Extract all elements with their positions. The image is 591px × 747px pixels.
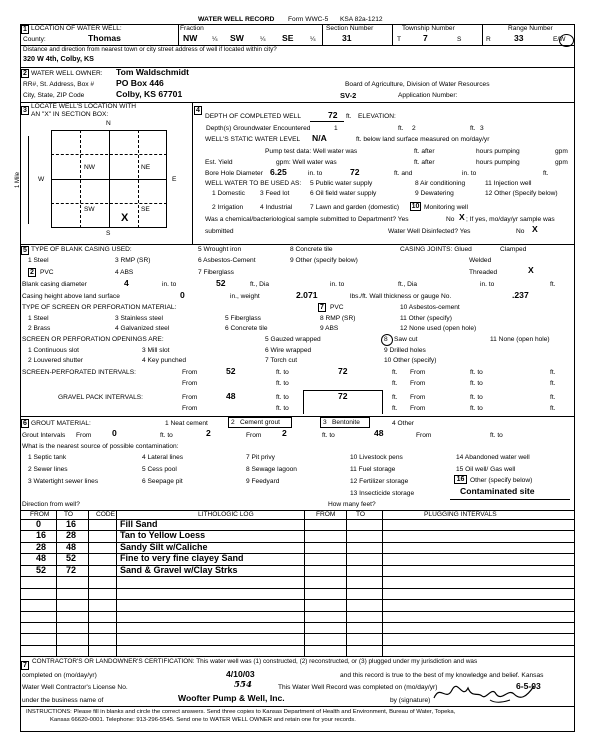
gauge-value: .237: [512, 290, 529, 300]
screen-from-value: 52: [226, 366, 236, 376]
contam-option: 4 Lateral lines: [142, 454, 184, 461]
ft-to-text: ft. to: [470, 405, 483, 412]
from-text: From: [182, 394, 198, 401]
screen-option: 4 Galvanized steel: [115, 325, 170, 332]
casing-option: 1 Steel: [28, 257, 49, 264]
depth-label: DEPTH OF COMPLETED WELL: [205, 113, 301, 120]
casing-type-label: TYPE OF BLANK CASING USED:: [31, 246, 132, 253]
ft-to-text: ft. to: [276, 405, 289, 412]
quarter-mark: ¼: [260, 36, 266, 43]
casing-option: 5 Wrought iron: [198, 246, 242, 253]
grout-material-label: GROUT MATERIAL:: [31, 420, 91, 427]
disinfected-label: Water Well Disinfected? Yes: [388, 228, 471, 235]
log-from: 16: [36, 530, 47, 541]
screen-to-value: 72: [338, 366, 348, 376]
opening-option: 10 Other (specify): [384, 357, 437, 364]
screen-option: 6 Concrete tile: [225, 325, 268, 332]
hours-pumping-text: hours pumping: [476, 148, 520, 155]
opening-option: 7 Torch cut: [265, 357, 298, 364]
contam-option: 13 Insecticide storage: [350, 490, 415, 497]
quarter-mark: ¼: [310, 36, 316, 43]
threaded-x: X: [528, 265, 534, 275]
submitted-text: submitted: [205, 228, 234, 235]
opening-selected-8: 8: [384, 336, 388, 343]
casing-option: 9 Other (specify below): [290, 257, 358, 264]
from-text: From: [182, 405, 198, 412]
chem-sample-label: Was a chemical/bacteriological sample submitted to Department? Yes: [205, 216, 409, 223]
use-option: 5 Public water supply: [310, 180, 373, 187]
grid-south: S: [106, 230, 111, 237]
opening-option: 6 Wire wrapped: [265, 347, 312, 354]
section-6-number: 6: [21, 419, 29, 428]
ft-and-text: ft. and: [394, 170, 413, 177]
casing-option: 7 Fiberglass: [198, 269, 234, 276]
screen-option: 3 Stainless steel: [115, 315, 164, 322]
instructions-line-1: INSTRUCTIONS: Please fill in blanks and circle the correct answers. Send three copies to Kansas Department of Health and Environment, Bureau of Water, Topeka,: [26, 709, 456, 715]
screen-option: 12 None used (open hole): [400, 325, 477, 332]
from-text: From: [416, 432, 432, 439]
opening-option-saw-cut: Saw cut: [394, 336, 418, 343]
business-value: Woofter Pump & Well, Inc.: [178, 693, 285, 703]
log-description: Sand & Gravel w/Clay Strks: [120, 564, 238, 575]
opening-option: 3 Mill slot: [142, 347, 170, 354]
groundwater-3: 3: [480, 125, 484, 132]
township-label: Township Number: [402, 25, 455, 32]
quarter-mark: ¼: [212, 36, 218, 43]
log-row: [20, 645, 575, 656]
ft-to-text: ft. to: [470, 380, 483, 387]
casing-joints-label: CASING JOINTS: Glued: [400, 246, 472, 253]
screen-option: 2 Brass: [28, 325, 51, 332]
mile-scale-label: 1 Mile: [15, 171, 22, 189]
contam-option: 2 Sewer lines: [28, 466, 68, 473]
township-t: T: [397, 36, 402, 43]
grout-to-2: 48: [374, 428, 384, 438]
log-to: 52: [66, 553, 77, 564]
ft-text: ft.: [346, 113, 352, 120]
screen-option: 9 ABS: [320, 325, 339, 332]
contam-option: 11 Fuel storage: [350, 466, 396, 473]
owner-value: Tom Waldschmidt: [116, 67, 190, 77]
ft-text: ft.: [392, 369, 398, 376]
from-text: From: [410, 394, 426, 401]
log-row: [20, 519, 575, 530]
certification-text: CONTRACTOR'S OR LANDOWNER'S CERTIFICATION: This water well was (1) constructed, (2) reconstructed, or (3) plugged under my jurisdiction and was: [32, 658, 478, 665]
owner-label: WATER WELL OWNER:: [31, 70, 103, 77]
gpm-text: gpm: [555, 159, 568, 166]
log-description: Fill Sand: [120, 519, 158, 529]
log-header-plugging: PLUGGING INTERVALS: [424, 511, 497, 518]
yield-label: Est. Yield: [205, 159, 233, 166]
from-text: From: [76, 432, 92, 439]
ft-text: ft.: [543, 170, 549, 177]
ft-dia-text: ft., Dia: [398, 281, 418, 288]
use-label: WELL WATER TO BE USED AS:: [205, 180, 302, 187]
contam-option: 3 Watertight sewer lines: [28, 478, 99, 485]
gravel-pack-label: GRAVEL PACK INTERVALS:: [58, 394, 144, 401]
screen-option: 10 Asbestos-cement: [400, 304, 460, 311]
range-value: 33: [514, 33, 524, 43]
grid-ne-label: NE: [141, 164, 151, 171]
log-header-lithologic: LITHOLOGIC LOG: [198, 511, 254, 518]
application-number-label: Application Number:: [398, 92, 458, 99]
from-text: From: [410, 405, 426, 412]
use-option: 2 Irrigation: [212, 204, 244, 211]
ft-text: ft.: [392, 394, 398, 401]
business-label: under the business name of: [22, 697, 104, 704]
log-row: [20, 576, 575, 587]
no-text: No: [446, 216, 455, 223]
log-from: 28: [36, 541, 47, 552]
bore-to-value: 72: [350, 167, 360, 177]
blank-diameter-value: 4: [124, 278, 129, 288]
use-option: 7 Lawn and garden (domestic): [310, 204, 400, 211]
gpm-text: gpm: [555, 148, 568, 155]
after-text: ft. after: [414, 159, 435, 166]
in-to-text: in. to: [480, 281, 495, 288]
grout-from-2: 2: [282, 428, 287, 438]
log-header-plug-from: FROM: [316, 511, 336, 518]
grid-nw-label: NW: [84, 164, 95, 171]
casing-height-label: Casing height above land surface: [22, 293, 120, 300]
screen-intervals-label: SCREEN-PERFORATED INTERVALS:: [22, 369, 136, 376]
casing-option: 4 ABS: [115, 269, 134, 276]
fraction-3: SE: [282, 33, 294, 43]
log-row: [20, 622, 575, 633]
use-option: 6 Oil field water supply: [310, 190, 377, 197]
grid-west: W: [38, 176, 45, 183]
contam-other-text: Other (specify below): [470, 477, 533, 484]
ft-to-text: ft. to: [490, 432, 503, 439]
log-header-plug-to: TO: [356, 511, 366, 518]
grout-bentonite-text: Bentonite: [332, 419, 360, 426]
board-label: Board of Agriculture, Division of Water Resources: [345, 81, 490, 88]
static-level-label: WELL'S STATIC WATER LEVEL: [205, 136, 301, 143]
opening-option: 11 None (open hole): [490, 336, 550, 343]
section-box-label-2: AN "X" IN SECTION BOX:: [31, 111, 109, 118]
grout-cement-text: Cement grout: [240, 419, 280, 426]
screen-pvc-text: PVC: [330, 304, 344, 311]
groundwater-2: 2: [412, 125, 416, 132]
contam-option: 15 Oil well/ Gas well: [456, 466, 516, 473]
use-option-monitoring: Monitoring well: [424, 204, 468, 211]
use-option: 3 Feed lot: [260, 190, 290, 197]
section-number-value: 31: [342, 33, 352, 43]
grid-north: N: [106, 120, 111, 127]
use-option: 1 Domestic: [212, 190, 245, 197]
license-value: 554: [234, 680, 252, 690]
casing-pvc-text: PVC: [40, 269, 54, 276]
grout-intervals-label: Grout Intervals: [22, 432, 66, 439]
ft-text: ft.: [550, 380, 556, 387]
ft-text: ft.: [550, 369, 556, 376]
screen-option: 5 Fiberglass: [225, 315, 261, 322]
ft-text: ft.: [398, 125, 404, 132]
bore-label: Bore Hole Diameter: [205, 170, 263, 177]
ft-text: ft.: [392, 405, 398, 412]
no-text: No: [516, 228, 525, 235]
ksa-number: KSA 82a-1212: [340, 16, 383, 23]
log-row: [20, 588, 575, 599]
section-box-label-1: LOCATE WELL'S LOCATION WITH: [31, 103, 137, 110]
hours-pumping-text: hours pumping: [476, 159, 520, 166]
distance-value: 320 W 4th, Colby, KS: [23, 54, 94, 63]
blank-to-value: 52: [216, 278, 226, 288]
true-text: and this record is true to the best of my knowledge and belief. Kansas: [340, 672, 544, 679]
log-to: 16: [66, 519, 77, 529]
completed-value: 4/10/03: [226, 669, 255, 679]
log-to: 28: [66, 530, 77, 541]
welded-text: Welded: [469, 257, 492, 264]
range-ew: E/W: [553, 36, 566, 43]
from-text: From: [246, 432, 262, 439]
casing-option: 6 Asbestos-Cement: [198, 257, 256, 264]
contam-option: 1 Septic tank: [28, 454, 67, 461]
record-completed-value: 6-5-03: [516, 681, 541, 691]
log-row: [20, 542, 575, 553]
ft-to-text: ft. to: [470, 369, 483, 376]
address-label: RR#, St. Address, Box #: [23, 81, 95, 88]
ft-to-text: ft. to: [276, 380, 289, 387]
grout-cement-num: 2: [231, 419, 235, 426]
ft-to-text: ft. to: [276, 369, 289, 376]
contam-option: 10 Livestock pens: [350, 454, 403, 461]
range-r: R: [486, 36, 491, 43]
yield-rest: gpm: Well water was: [276, 159, 337, 166]
contam-option: 5 Cess pool: [142, 466, 177, 473]
log-to: 48: [66, 541, 77, 552]
from-text: From: [182, 369, 198, 376]
bore-value: 6.25: [270, 167, 287, 177]
opening-circle: [381, 334, 393, 346]
form-title: WATER WELL RECORD: [198, 16, 275, 23]
section-3-number: 3: [21, 106, 29, 115]
log-row: [20, 553, 575, 564]
county-label: County:: [23, 36, 46, 43]
contam-site-value: Contaminated site: [460, 486, 535, 496]
pump-test-label: Pump test data: Well water was: [265, 148, 358, 155]
elevation-label: ELEVATION:: [358, 113, 396, 120]
gravel-box: [303, 390, 383, 414]
log-from: 0: [36, 519, 42, 529]
contam-option: 9 Feedyard: [246, 478, 280, 485]
in-weight-text: in., weight: [230, 293, 260, 300]
city-label: City, State, ZIP Code: [23, 92, 85, 99]
contam-option: 7 Pit privy: [246, 454, 275, 461]
address-value: PO Box 446: [116, 78, 164, 88]
use-option: 11 Injection well: [485, 180, 532, 187]
ft-to-text: ft. to: [160, 432, 173, 439]
ft-dia-text: ft., Dia: [250, 281, 270, 288]
grid-east: E: [172, 176, 177, 183]
log-row: [20, 599, 575, 610]
water-well-record-form: [15, 14, 575, 732]
disinfected-no-x: X: [532, 224, 538, 234]
opening-option: 9 Drilled holes: [384, 347, 426, 354]
log-header-code: CODE: [96, 511, 116, 518]
clamped-text: Clamped: [500, 246, 527, 253]
in-to-text: in. to: [462, 170, 477, 177]
opening-option: 4 Key punched: [142, 357, 186, 364]
log-row: [20, 530, 575, 541]
contam-option: 12 Fertilizer storage: [350, 478, 409, 485]
in-to-text: in. to: [308, 170, 323, 177]
blank-diameter-label: Blank casing diameter: [22, 281, 87, 288]
casing-option: 8 Concrete tile: [290, 246, 333, 253]
range-label: Range Number: [508, 25, 553, 32]
grout-neat-cement: 1 Neat cement: [165, 420, 208, 427]
form-number: Form WWC-5: [288, 16, 329, 23]
contam-option: 14 Abandoned water well: [456, 454, 530, 461]
signature-image: [430, 680, 540, 706]
grout-bentonite-num: 3: [323, 419, 327, 426]
section-7-number: 7: [21, 661, 29, 670]
contam-selected-16: 16: [454, 475, 467, 484]
section-number-label: Section Number: [326, 25, 374, 32]
casing-weight-value: 2.071: [296, 290, 318, 300]
grid-se-label: SE: [141, 206, 150, 213]
groundwater-label: Depth(s) Groundwater Encountered: [206, 125, 311, 132]
contam-option: 8 Sewage lagoon: [246, 466, 297, 473]
opening-option: 5 Gauzed wrapped: [265, 336, 321, 343]
use-option: 12 Other (Specify below): [485, 190, 558, 197]
fraction-1: NW: [183, 33, 198, 43]
township-value: 7: [423, 33, 428, 43]
depth-value: 72: [328, 110, 338, 120]
opening-option: 1 Continuous slot: [28, 347, 79, 354]
chem-sample-rest: ; If yes, mo/day/yr sample was: [466, 216, 555, 223]
township-s: S: [457, 36, 462, 43]
sv-code: SV-2: [340, 91, 357, 100]
ft-text: ft.: [550, 405, 556, 412]
chem-no-x: X: [459, 212, 465, 222]
wall-thickness-label: lbs./ft. Wall thickness or gauge No.: [350, 293, 452, 300]
section-2-number: 2: [21, 69, 29, 78]
distance-label: Distance and direction from nearest town or city street address of well if located within city?: [23, 46, 277, 53]
casing-selected-2: 2: [28, 268, 36, 277]
grout-from-1: 0: [112, 428, 117, 438]
gravel-from-value: 48: [226, 391, 236, 401]
from-text: From: [410, 369, 426, 376]
location-label: LOCATION OF WATER WELL:: [31, 25, 122, 32]
section-1-number: 1: [21, 25, 29, 34]
use-option: 4 Industrial: [260, 204, 293, 211]
log-row: [20, 565, 575, 576]
direction-label: Direction from well?: [22, 501, 80, 508]
in-to-text: in. to: [330, 281, 345, 288]
openings-label: SCREEN OR PERFORATION OPENINGS ARE:: [22, 336, 164, 343]
use-option: 8 Air conditioning: [415, 180, 466, 187]
screen-material-label: TYPE OF SCREEN OR PERFORATION MATERIAL:: [22, 304, 177, 311]
license-label: Water Well Contractor's License No.: [22, 684, 128, 691]
casing-option: 3 RMP (SR): [115, 257, 151, 264]
static-level-rest: ft. below land surface measured on mo/day/yr: [356, 136, 490, 143]
log-row: [20, 634, 575, 645]
opening-option: 2 Louvered shutter: [28, 357, 83, 364]
screen-option: 8 RMP (SR): [320, 315, 356, 322]
screen-option: 11 Other (specify): [400, 315, 452, 322]
casing-height-value: 0: [180, 290, 185, 300]
grid-sw-label: SW: [84, 206, 95, 213]
signature-label: by (signature): [390, 697, 431, 704]
use-option: 9 Dewatering: [415, 190, 454, 197]
grout-other: 4 Other: [392, 420, 414, 427]
completed-label: completed on (mo/day/yr): [22, 672, 97, 679]
contamination-label: What is the nearest source of possible contamination:: [22, 443, 179, 450]
threaded-text: Threaded: [469, 269, 498, 276]
ft-to-text: ft. to: [322, 432, 335, 439]
fraction-label: Fraction: [180, 25, 204, 32]
contam-option: 6 Seepage pit: [142, 478, 183, 485]
record-completed-label: This Water Well Record was completed on (mo/day/yr): [278, 684, 438, 691]
grout-to-1: 2: [206, 428, 211, 438]
city-value: Colby, KS 67701: [116, 89, 183, 99]
log-from: 48: [36, 553, 47, 564]
from-text: From: [410, 380, 426, 387]
ft-text: ft.: [392, 380, 398, 387]
ft-text: ft.: [470, 125, 476, 132]
log-row: [20, 611, 575, 622]
section-4-number: 4: [194, 106, 202, 115]
static-level-value: N/A: [312, 133, 327, 143]
instructions-line-2: Kansas 66620-0001. Telephone: 913-296-5545. Send one to WATER WELL OWNER and retain one for your records.: [50, 717, 356, 723]
after-text: ft. after: [414, 148, 435, 155]
fraction-2: SW: [230, 33, 244, 43]
ft-to-text: ft. to: [470, 394, 483, 401]
log-description: Tan to Yellow Loess: [120, 530, 206, 541]
log-from: 52: [36, 564, 47, 575]
log-description: Fine to very fine clayey Sand: [120, 553, 244, 564]
log-header-from: FROM: [30, 511, 50, 518]
use-selected-10: 10: [411, 203, 420, 210]
section-5-number: 5: [21, 246, 29, 255]
ft-text: ft.: [550, 281, 556, 288]
in-to-text: in. to: [162, 281, 177, 288]
gravel-to-value: 72: [338, 391, 348, 401]
well-location-x: X: [121, 212, 129, 224]
log-to: 72: [66, 564, 77, 575]
ft-text: ft.: [550, 394, 556, 401]
screen-option: 1 Steel: [28, 315, 49, 322]
groundwater-1: 1: [334, 125, 338, 132]
how-many-feet-label: How many feet?: [328, 501, 376, 508]
screen-selected-7: 7: [318, 303, 326, 312]
ft-to-text: ft. to: [276, 394, 289, 401]
log-header-to: TO: [64, 511, 74, 518]
from-text: From: [182, 380, 198, 387]
county-value: Thomas: [88, 33, 121, 43]
log-description: Sandy Silt w/Caliche: [120, 541, 208, 552]
